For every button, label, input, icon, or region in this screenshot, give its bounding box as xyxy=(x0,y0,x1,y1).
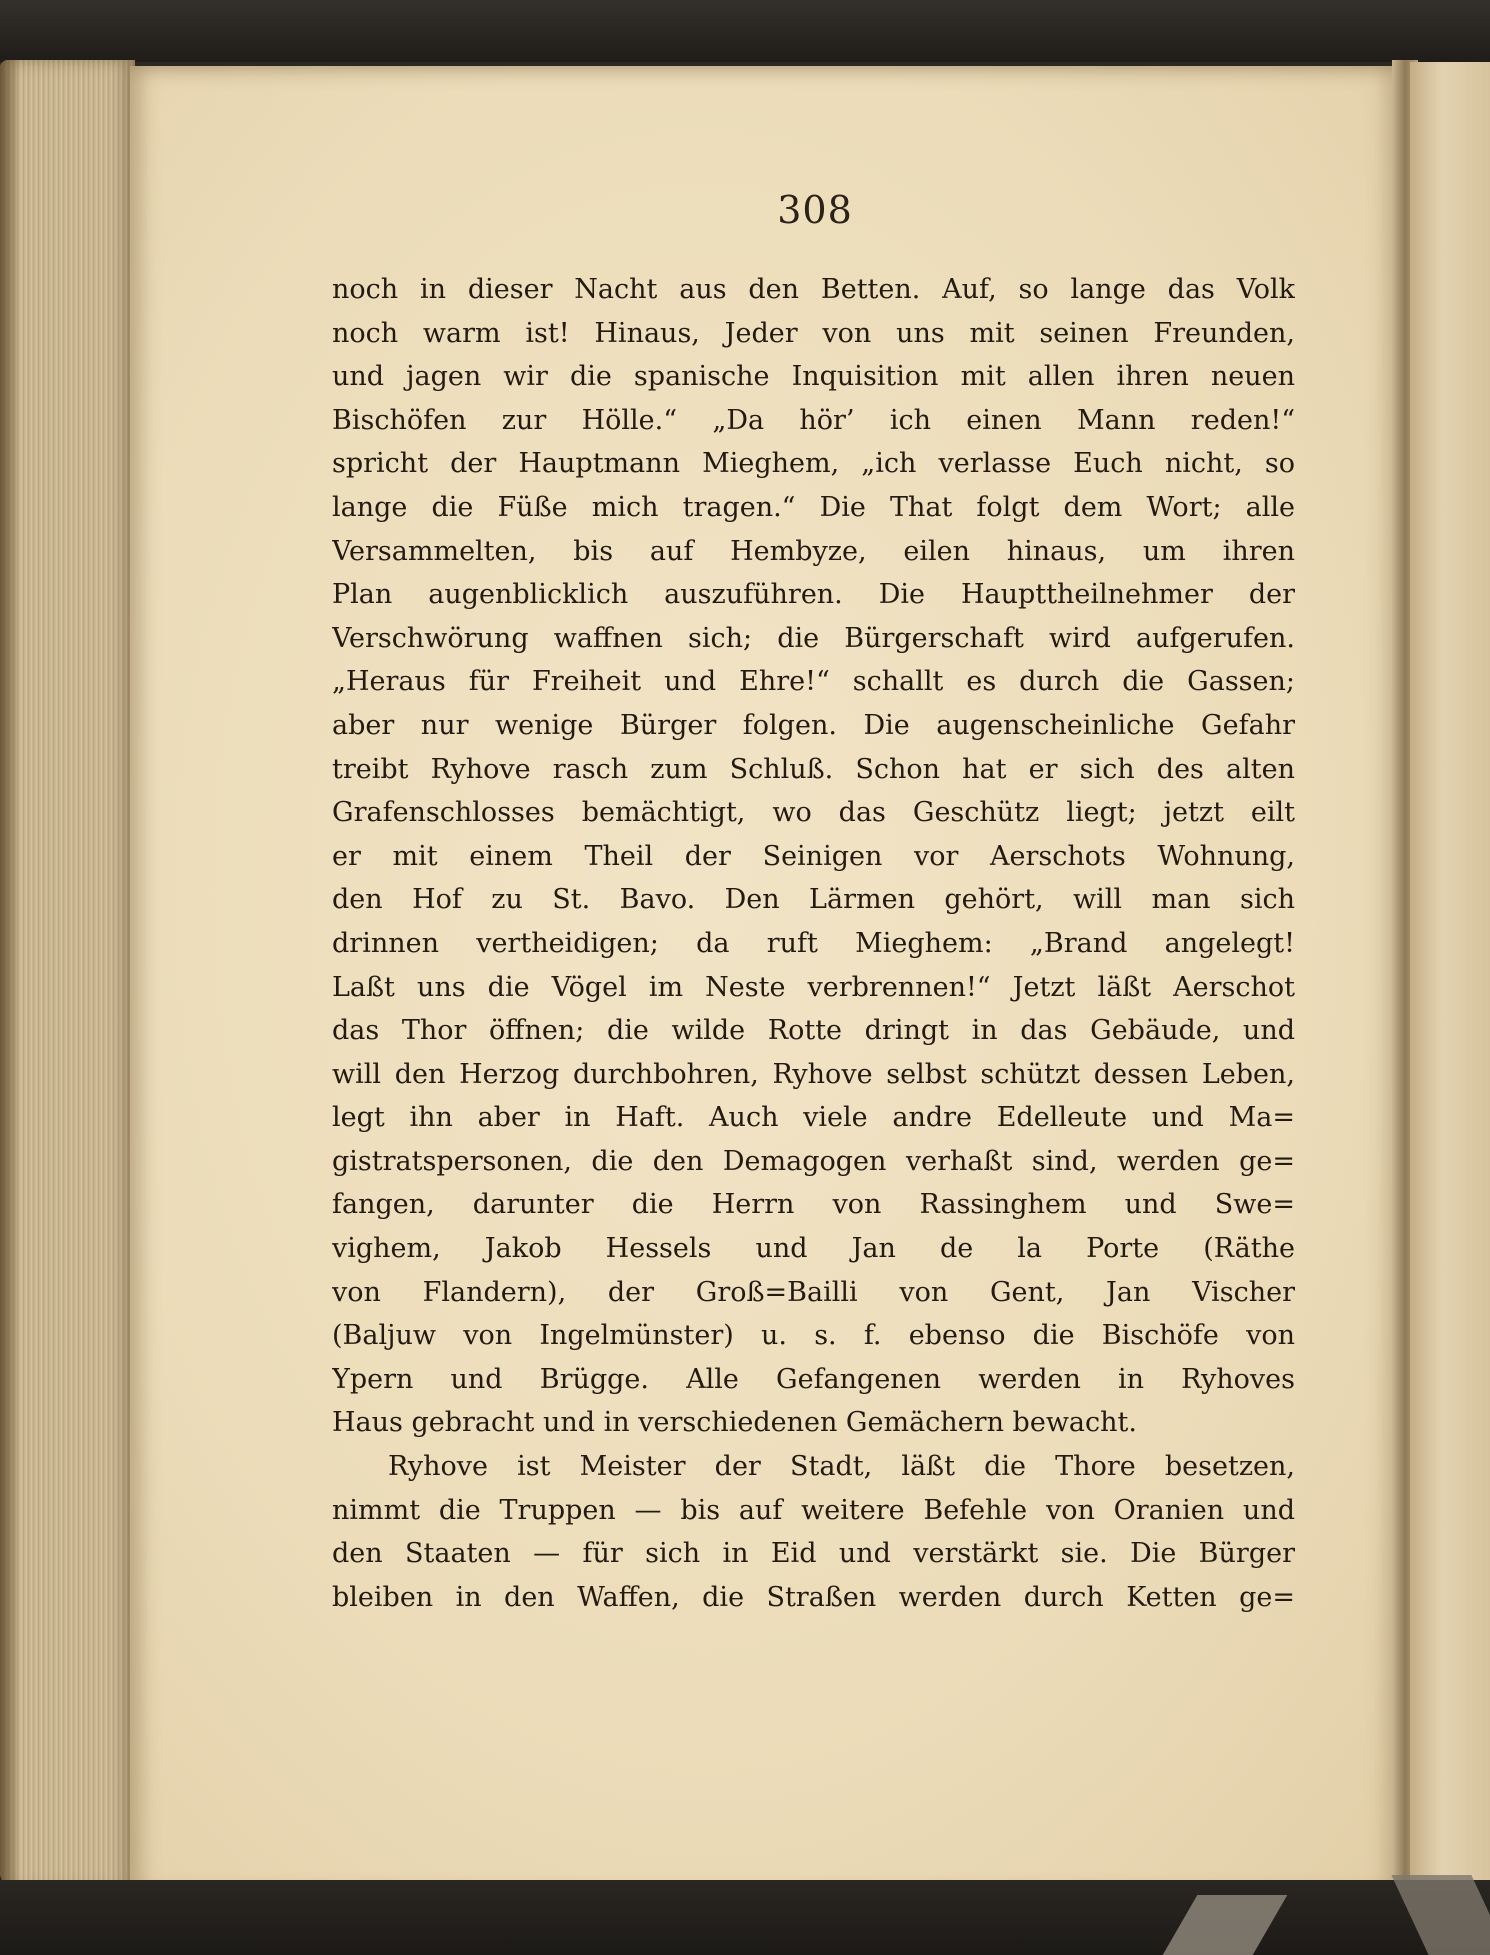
page-number: 308 xyxy=(777,188,853,232)
text-line: und jagen wir die spanische Inquisition mit allen ihren neuen xyxy=(332,361,1295,393)
text-line: fangen, darunter die Herrn von Rassinghem und Swe= xyxy=(332,1189,1295,1221)
text-line: noch in dieser Nacht aus den Betten. Auf, so lange das Volk xyxy=(332,274,1295,305)
text-line: Plan augenblicklich auszuführen. Die Haupttheilnehmer der xyxy=(332,579,1295,611)
text-line: Bischöfen zur Hölle.“ „Da hör’ ich einen Mann reden!“ xyxy=(332,404,1295,436)
text-line: „Heraus für Freiheit und Ehre!“ schallt es durch die Gassen; xyxy=(332,666,1295,698)
text-line: gistratspersonen, die den Demagogen verhaßt sind, werden ge= xyxy=(332,1145,1295,1177)
paragraph-end-line: Haus gebracht und in verschiedenen Gemächern bewacht. xyxy=(332,1407,1137,1439)
text-line: (Baljuw von Ingelmünster) u. s. f. ebenso die Bischöfe von xyxy=(332,1320,1295,1352)
text-line: spricht der Hauptmann Mieghem, „ich verlasse Euch nicht, so xyxy=(332,448,1295,480)
paragraph-start-line: Ryhove ist Meister der Stadt, läßt die Thore besetzen, xyxy=(388,1451,1295,1483)
text-line: bleiben in den Waffen, die Straßen werden durch Ketten ge= xyxy=(332,1581,1295,1613)
facing-page-edge xyxy=(1410,62,1490,1892)
text-line: Verschwörung waffnen sich; die Bürgerschaft wird aufgerufen. xyxy=(332,622,1295,654)
text-line: aber nur wenige Bürger folgen. Die augenscheinliche Gefahr xyxy=(332,709,1295,741)
text-line: Versammelten, bis auf Hembyze, eilen hinaus, um ihren xyxy=(332,535,1295,567)
text-line: von Flandern), der Groß=Bailli von Gent, Jan Vischer xyxy=(332,1276,1295,1308)
scan-background-top xyxy=(0,0,1490,62)
text-line: Laßt uns die Vögel im Neste verbrennen!“ Jetzt läßt Aerschot xyxy=(332,971,1295,1003)
text-line: Ypern und Brügge. Alle Gefangenen werden in Ryhoves xyxy=(332,1363,1295,1395)
text-line: will den Herzog durchbohren, Ryhove selbst schützt dessen Leben, xyxy=(332,1058,1295,1090)
text-line: vighem, Jakob Hessels und Jan de la Porte (Räthe xyxy=(332,1233,1295,1265)
text-line: legt ihn aber in Haft. Auch viele andre Edelleute und Ma= xyxy=(332,1102,1295,1134)
text-line: noch warm ist! Hinaus, Jeder von uns mit seinen Freunden, xyxy=(332,317,1295,349)
text-line: Grafenschlosses bemächtigt, wo das Geschütz liegt; jetzt eilt xyxy=(332,797,1295,829)
text-line: lange die Füße mich tragen.“ Die That folgt dem Wort; alle xyxy=(332,491,1295,523)
text-line: den Hof zu St. Bavo. Den Lärmen gehört, will man sich xyxy=(332,884,1295,916)
page-edge-shade xyxy=(0,60,18,1890)
text-line: er mit einem Theil der Seinigen vor Aerschots Wohnung, xyxy=(332,840,1295,872)
page-edge-stack xyxy=(0,60,135,1890)
text-line: treibt Ryhove rasch zum Schluß. Schon hat er sich des alten xyxy=(332,753,1295,785)
text-line: den Staaten — für sich in Eid und verstärkt sie. Die Bürger xyxy=(332,1538,1295,1570)
text-line: das Thor öffnen; die wilde Rotte dringt in das Gebäude, und xyxy=(332,1015,1295,1047)
text-line: drinnen vertheidigen; da ruft Mieghem: „Brand angelegt! xyxy=(332,927,1295,959)
body-text xyxy=(332,268,1295,1619)
text-line: nimmt die Truppen — bis auf weitere Befehle von Oranien und xyxy=(332,1494,1295,1526)
